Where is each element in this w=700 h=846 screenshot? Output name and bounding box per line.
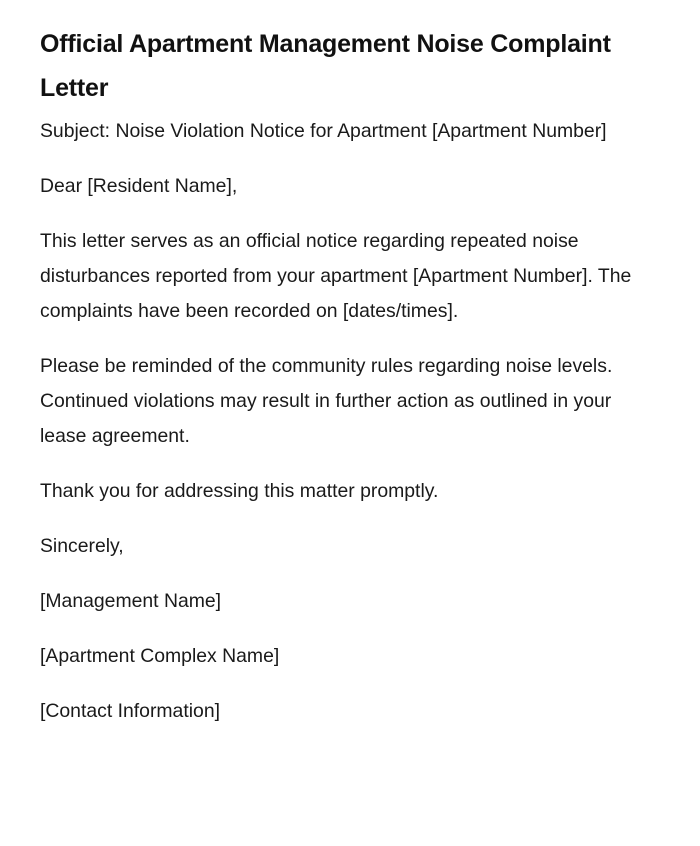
- letter-subject: Subject: Noise Violation Notice for Apartment [Apartment Number]: [40, 120, 607, 142]
- letter-paragraph-notice: This letter serves as an official notice regarding repeated noise disturbances reported from your apartment [Apartment Number]. The complaints have been recorded on [dates/times].: [40, 230, 632, 322]
- letter-paragraph-rules: Please be reminded of the community rules regarding noise levels. Continued violations may result in further action as outlined in your lease agreement.: [40, 355, 613, 447]
- letter-salutation: Dear [Resident Name],: [40, 175, 238, 197]
- signature-contact-info: [Contact Information]: [40, 700, 220, 722]
- letter-document: [40, 22, 640, 729]
- letter-title: Official Apartment Management Noise Complaint Letter: [40, 30, 611, 102]
- signature-complex-name: [Apartment Complex Name]: [40, 645, 280, 667]
- letter-closing: Sincerely,: [40, 535, 124, 557]
- signature-management-name: [Management Name]: [40, 590, 222, 612]
- letter-thanks: Thank you for addressing this matter promptly.: [40, 480, 439, 502]
